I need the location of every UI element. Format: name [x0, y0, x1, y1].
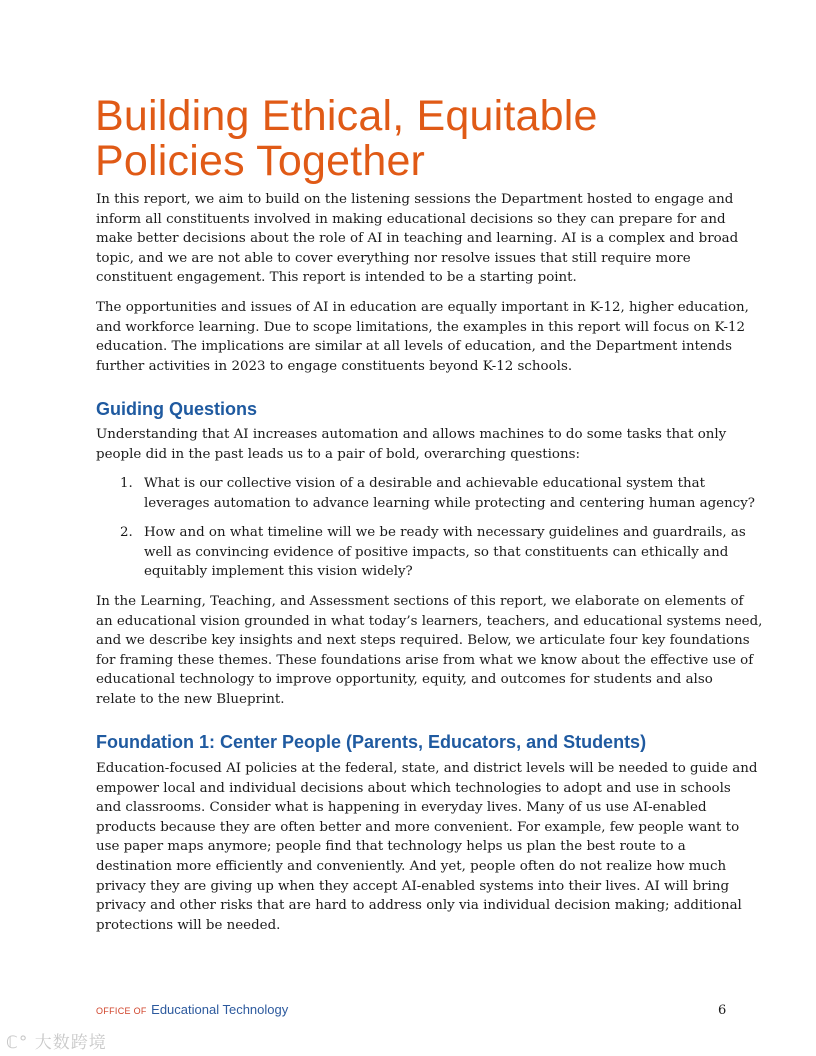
guiding-questions-heading: Guiding Questions: [96, 399, 257, 419]
footer-logo: OFFICE OF Educational Technology: [96, 1002, 289, 1017]
text-line: educational technology to improve opportunity, equity, and outcomes for students and also: [96, 672, 713, 688]
text-line: constituent engagement. This report is intended to be a starting point.: [96, 270, 577, 286]
text-line: and workforce learning. Due to scope limitations, the examples in this report will focus on K-12: [96, 319, 746, 335]
page-title: Building Ethical, Equitable Policies Together: [95, 92, 598, 185]
text-line: empower local and individual decisions about which technologies to adopt and use in schools: [96, 780, 731, 796]
text-line: people did in the past leads us to a pair of bold, overarching questions:: [96, 446, 580, 462]
text-line: The opportunities and issues of AI in education are equally important in K-12, higher education,: [96, 300, 749, 315]
text-line: make better decisions about the role of AI in teaching and learning. AI is a complex and broad: [96, 231, 739, 247]
text-line: and we describe key insights and next steps required. Below, we articulate four key foundations: [96, 633, 750, 649]
text-line: How and on what timeline will we be ready with necessary guidelines and guardrails, as: [144, 525, 746, 540]
text-line: equitably implement this vision widely?: [144, 564, 413, 580]
text-line: further activities in 2023 to engage constituents beyond K-12 schools.: [96, 358, 573, 374]
intro-paragraph-1: [96, 190, 738, 288]
text-line: privacy they are giving up when they accept AI-enabled systems into their lives. AI will bring: [96, 878, 730, 894]
text-line: education. The implications are similar at all levels of education, and the Department intends: [96, 339, 732, 355]
list-item-text: [144, 523, 746, 582]
foundation-1-paragraph: [96, 759, 757, 935]
text-line: and classrooms. Consider what is happening in everyday lives. Many of us use AI-enabled: [96, 800, 707, 816]
foundation-1-heading: Foundation 1: Center People (Parents, Educators, and Students): [96, 732, 647, 752]
text-line: products because they are often better and more convenient. For example, few people want to: [96, 819, 740, 835]
text-line: destination more efficiently and conveniently. And yet, people often do not realize how much: [96, 858, 727, 874]
text-line: an educational vision grounded in what today’s learners, teachers, and educational systems need,: [96, 613, 763, 629]
text-line: Understanding that AI increases automation and allows machines to do some tasks that only: [96, 427, 727, 442]
text-line: use paper maps anymore; people find that technology helps us plan the best route to a: [96, 839, 686, 855]
watermark-logo: ℂ° 大数跨境: [6, 1033, 107, 1053]
text-line: relate to the new Blueprint.: [96, 691, 285, 707]
text-line: leverages automation to advance learning while protecting and centering human agency?: [144, 495, 755, 511]
text-line: for framing these themes. These foundations arise from what we know about the effective use of: [96, 652, 754, 668]
guiding-paragraph-1: [96, 425, 726, 464]
text-line: In the Learning, Teaching, and Assessment sections of this report, we elaborate on elements of: [96, 594, 744, 609]
intro-paragraph-2: [96, 298, 749, 376]
text-line: What is our collective vision of a desirable and achievable educational system that: [144, 476, 706, 491]
list-item-text: [144, 474, 755, 513]
text-line: well as convincing evidence of positive impacts, so that constituents can ethically and: [144, 544, 729, 560]
text-line: protections will be needed.: [96, 917, 281, 933]
text-line: privacy and other risks that are hard to address only via individual decision making; additional: [96, 898, 742, 914]
text-line: topic, and we are not able to cover everything nor resolve issues that still require more: [96, 250, 691, 266]
guiding-paragraph-2: [96, 592, 762, 710]
page-number: 6: [718, 1003, 727, 1018]
text-line: Education-focused AI policies at the federal, state, and district levels will be needed to guide and: [96, 761, 758, 776]
text-line: In this report, we aim to build on the listening sessions the Department hosted to engage and: [96, 192, 734, 207]
text-line: inform all constituents involved in making educational decisions so they can prepare for and: [96, 211, 726, 227]
